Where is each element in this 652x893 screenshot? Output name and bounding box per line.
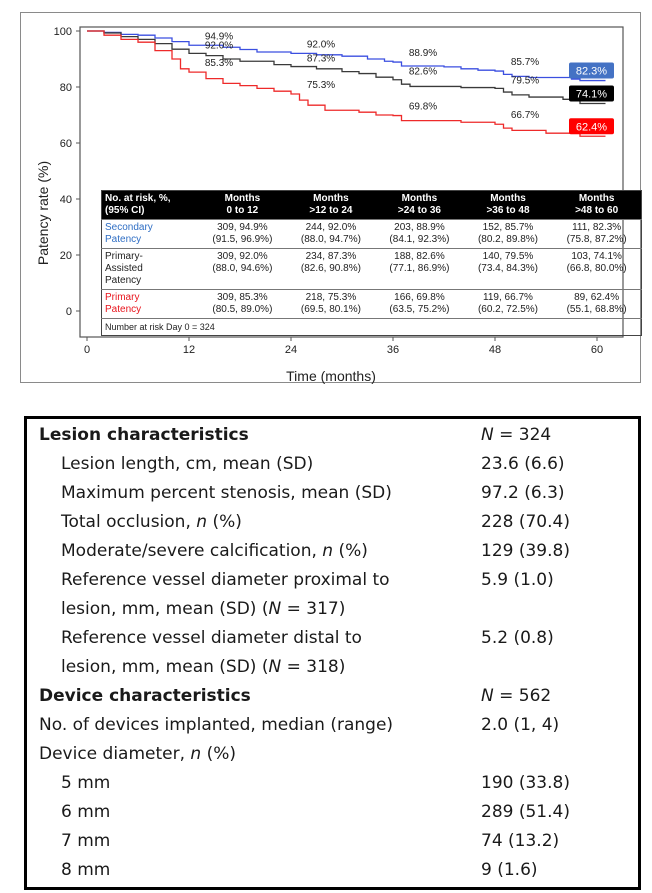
header-line: (95% CI) xyxy=(105,205,145,216)
risk-cell xyxy=(198,290,287,319)
cell-line: (75.8, 87.2%) xyxy=(566,234,627,245)
x-tick-label: 12 xyxy=(182,344,196,356)
curve-value-label: 79.5% xyxy=(510,75,540,87)
y-tick-label: 0 xyxy=(65,306,72,318)
label-line: Secondary xyxy=(105,222,153,233)
cell-line: 309, 92.0% xyxy=(217,251,268,262)
cell-line: 203, 88.9% xyxy=(394,222,445,233)
risk-header-period xyxy=(464,191,553,220)
header-line: Months xyxy=(578,193,615,204)
y-tick-label: 60 xyxy=(59,138,72,150)
row-label: lesion, mm, mean (SD) (N = 318) xyxy=(61,657,346,677)
row-label: Total occlusion, n (%) xyxy=(61,512,242,532)
x-tick-label: 48 xyxy=(488,344,502,356)
curve-value-label: 66.7% xyxy=(510,110,540,122)
row-value: 129 (39.8) xyxy=(481,541,570,561)
risk-cell xyxy=(375,249,464,290)
header-line: >48 to 60 xyxy=(575,205,619,216)
cell-line: 218, 75.3% xyxy=(305,292,357,303)
risk-cell xyxy=(375,290,464,319)
characteristics-row xyxy=(27,831,638,855)
characteristics-row xyxy=(27,483,638,507)
curve-value-label: 85.3% xyxy=(204,58,234,70)
cell-line: (80.2, 89.8%) xyxy=(477,234,538,245)
cell-line: 89, 62.4% xyxy=(574,292,620,303)
header-line: Months xyxy=(224,193,261,204)
row-label: 7 mm xyxy=(61,831,111,851)
cell-line: (88.0, 94.6%) xyxy=(212,263,273,274)
number-at-risk-table xyxy=(101,190,642,336)
risk-cell xyxy=(464,249,553,290)
risk-header-period xyxy=(198,191,287,220)
curve-value-label: 85.7% xyxy=(510,57,540,69)
header-line: >24 to 36 xyxy=(397,205,441,216)
section-heading: Lesion characteristics xyxy=(39,425,249,445)
end-value-label: 62.4% xyxy=(575,121,608,134)
kaplan-meier-figure xyxy=(20,12,641,383)
risk-cell xyxy=(287,290,376,319)
row-label: Lesion length, cm, mean (SD) xyxy=(61,454,314,474)
cell-line: 166, 69.8% xyxy=(394,292,445,303)
x-tick-label: 0 xyxy=(83,344,91,356)
risk-header-label xyxy=(102,191,199,220)
risk-table-header xyxy=(102,191,642,220)
cell-line: (84.1, 92.3%) xyxy=(389,234,450,245)
y-tick-label: 20 xyxy=(59,250,72,262)
risk-table-row xyxy=(102,290,642,319)
cell-line: 152, 85.7% xyxy=(482,222,534,233)
cell-line: (60.2, 72.5%) xyxy=(477,304,538,315)
risk-cell xyxy=(464,220,553,249)
header-line: >12 to 24 xyxy=(309,205,353,216)
row-label: Reference vessel diameter proximal to xyxy=(61,570,390,590)
characteristics-row xyxy=(27,454,638,478)
characteristics-table xyxy=(24,416,641,890)
cell-line: 188, 82.6% xyxy=(394,251,445,262)
curve-value-label: 75.3% xyxy=(306,80,336,91)
row-value: 190 (33.8) xyxy=(481,773,570,793)
curve-value-label: 92.0% xyxy=(204,40,234,52)
label-line: Primary- xyxy=(105,251,143,262)
label-line: Primary xyxy=(105,292,140,303)
row-value: 2.0 (1, 4) xyxy=(481,715,560,735)
row-label: lesion, mm, mean (SD) (N = 317) xyxy=(61,599,346,619)
number-at-risk-day0: Number at risk Day 0 = 324 xyxy=(102,319,642,336)
header-line: 0 to 12 xyxy=(226,205,259,216)
row-label: 8 mm xyxy=(61,860,111,880)
cell-line: 119, 66.7% xyxy=(483,292,533,303)
risk-cell xyxy=(287,220,376,249)
row-value: 5.2 (0.8) xyxy=(481,628,554,648)
risk-header-period xyxy=(287,191,376,220)
row-value: 289 (51.4) xyxy=(481,802,570,822)
row-label: 6 mm xyxy=(61,802,111,822)
risk-table-row xyxy=(102,220,642,249)
header-line: >36 to 48 xyxy=(486,205,530,216)
curve-value-label: 87.3% xyxy=(306,53,336,65)
characteristics-row xyxy=(27,686,638,710)
cell-line: (63.5, 75.2%) xyxy=(389,304,450,315)
risk-cell xyxy=(464,290,553,319)
risk-cell xyxy=(552,290,641,319)
risk-header-period xyxy=(552,191,641,220)
header-line: Months xyxy=(313,193,349,204)
cell-line: 309, 94.9% xyxy=(217,222,268,233)
characteristics-row xyxy=(27,657,638,681)
risk-cell xyxy=(198,220,287,249)
x-tick-label: 24 xyxy=(284,344,298,356)
cell-line: (66.8, 80.0%) xyxy=(566,263,627,274)
end-value-label: 82.3% xyxy=(575,65,608,78)
row-label: Maximum percent stenosis, mean (SD) xyxy=(61,483,392,503)
label-line: Patency xyxy=(105,304,142,315)
characteristics-row xyxy=(27,425,638,449)
x-tick-label: 60 xyxy=(590,344,604,356)
y-tick-label: 80 xyxy=(59,82,72,94)
row-value: N = 562 xyxy=(481,686,552,706)
cell-line: (73.4, 84.3%) xyxy=(477,263,538,274)
y-axis-label: Patency rate (%) xyxy=(35,160,51,266)
row-value: 9 (1.6) xyxy=(481,860,538,880)
row-value: 97.2 (6.3) xyxy=(481,483,565,503)
row-label: Moderate/severe calcification, n (%) xyxy=(61,541,368,561)
cell-line: (69.5, 80.1%) xyxy=(300,304,361,315)
risk-table-row xyxy=(102,249,642,290)
cell-line: 234, 87.3% xyxy=(305,251,357,262)
curve-value-label: 94.9% xyxy=(204,31,234,43)
end-value-label: 74.1% xyxy=(575,88,608,101)
characteristics-row xyxy=(27,541,638,565)
cell-line: (91.5, 96.9%) xyxy=(212,234,273,245)
characteristics-row xyxy=(27,773,638,797)
cell-line: 140, 79.5% xyxy=(482,251,534,262)
risk-cell xyxy=(198,249,287,290)
characteristics-row xyxy=(27,628,638,652)
cell-line: (55.1, 68.8%) xyxy=(566,304,627,315)
row-value: N = 324 xyxy=(481,425,552,445)
row-label: Device diameter, n (%) xyxy=(39,744,237,764)
risk-row-label xyxy=(102,290,199,319)
cell-line: 103, 74.1% xyxy=(571,251,622,262)
row-label: Reference vessel diameter distal to xyxy=(61,628,362,648)
characteristics-row xyxy=(27,599,638,623)
cell-line: 309, 85.3% xyxy=(217,292,268,303)
header-line: Months xyxy=(490,193,526,204)
characteristics-row xyxy=(27,512,638,536)
section-heading: Device characteristics xyxy=(39,686,251,706)
label-line: Assisted xyxy=(105,263,143,274)
curve-value-label: 88.9% xyxy=(408,48,438,60)
curve-value-label: 69.8% xyxy=(408,101,438,113)
header-line: Months xyxy=(401,193,438,204)
curve-value-label: 82.6% xyxy=(408,66,438,78)
risk-table-footer-row xyxy=(102,319,642,336)
survival-curve-secondary-patency xyxy=(87,31,606,81)
cell-line: 111, 82.3% xyxy=(572,222,622,233)
characteristics-row xyxy=(27,802,638,826)
cell-line: 244, 92.0% xyxy=(305,222,357,233)
row-value: 74 (13.2) xyxy=(481,831,560,851)
risk-cell xyxy=(375,220,464,249)
cell-line: (77.1, 86.9%) xyxy=(389,263,450,274)
risk-header-period xyxy=(375,191,464,220)
risk-cell xyxy=(552,220,641,249)
cell-line: (82.6, 90.8%) xyxy=(300,263,361,274)
x-axis-label: Time (months) xyxy=(286,368,376,384)
risk-row-label xyxy=(102,220,199,249)
y-tick-label: 100 xyxy=(53,26,72,38)
characteristics-row xyxy=(27,715,638,739)
row-value: 23.6 (6.6) xyxy=(481,454,565,474)
y-tick-label: 40 xyxy=(59,194,72,206)
header-line: No. at risk, %, xyxy=(105,193,171,204)
curve-value-label: 92.0% xyxy=(306,39,336,51)
risk-row-label xyxy=(102,249,199,290)
characteristics-row xyxy=(27,570,638,594)
cell-line: (80.5, 89.0%) xyxy=(212,304,273,315)
row-value: 5.9 (1.0) xyxy=(481,570,554,590)
characteristics-row xyxy=(27,744,638,768)
x-tick-label: 36 xyxy=(386,344,400,356)
label-line: Patency xyxy=(105,275,142,286)
row-label: 5 mm xyxy=(61,773,111,793)
row-label: No. of devices implanted, median (range) xyxy=(39,715,394,735)
characteristics-row xyxy=(27,860,638,884)
risk-cell xyxy=(287,249,376,290)
row-value: 228 (70.4) xyxy=(481,512,570,532)
label-line: Patency xyxy=(105,234,142,245)
cell-line: (88.0, 94.7%) xyxy=(300,234,361,245)
risk-cell xyxy=(552,249,641,290)
